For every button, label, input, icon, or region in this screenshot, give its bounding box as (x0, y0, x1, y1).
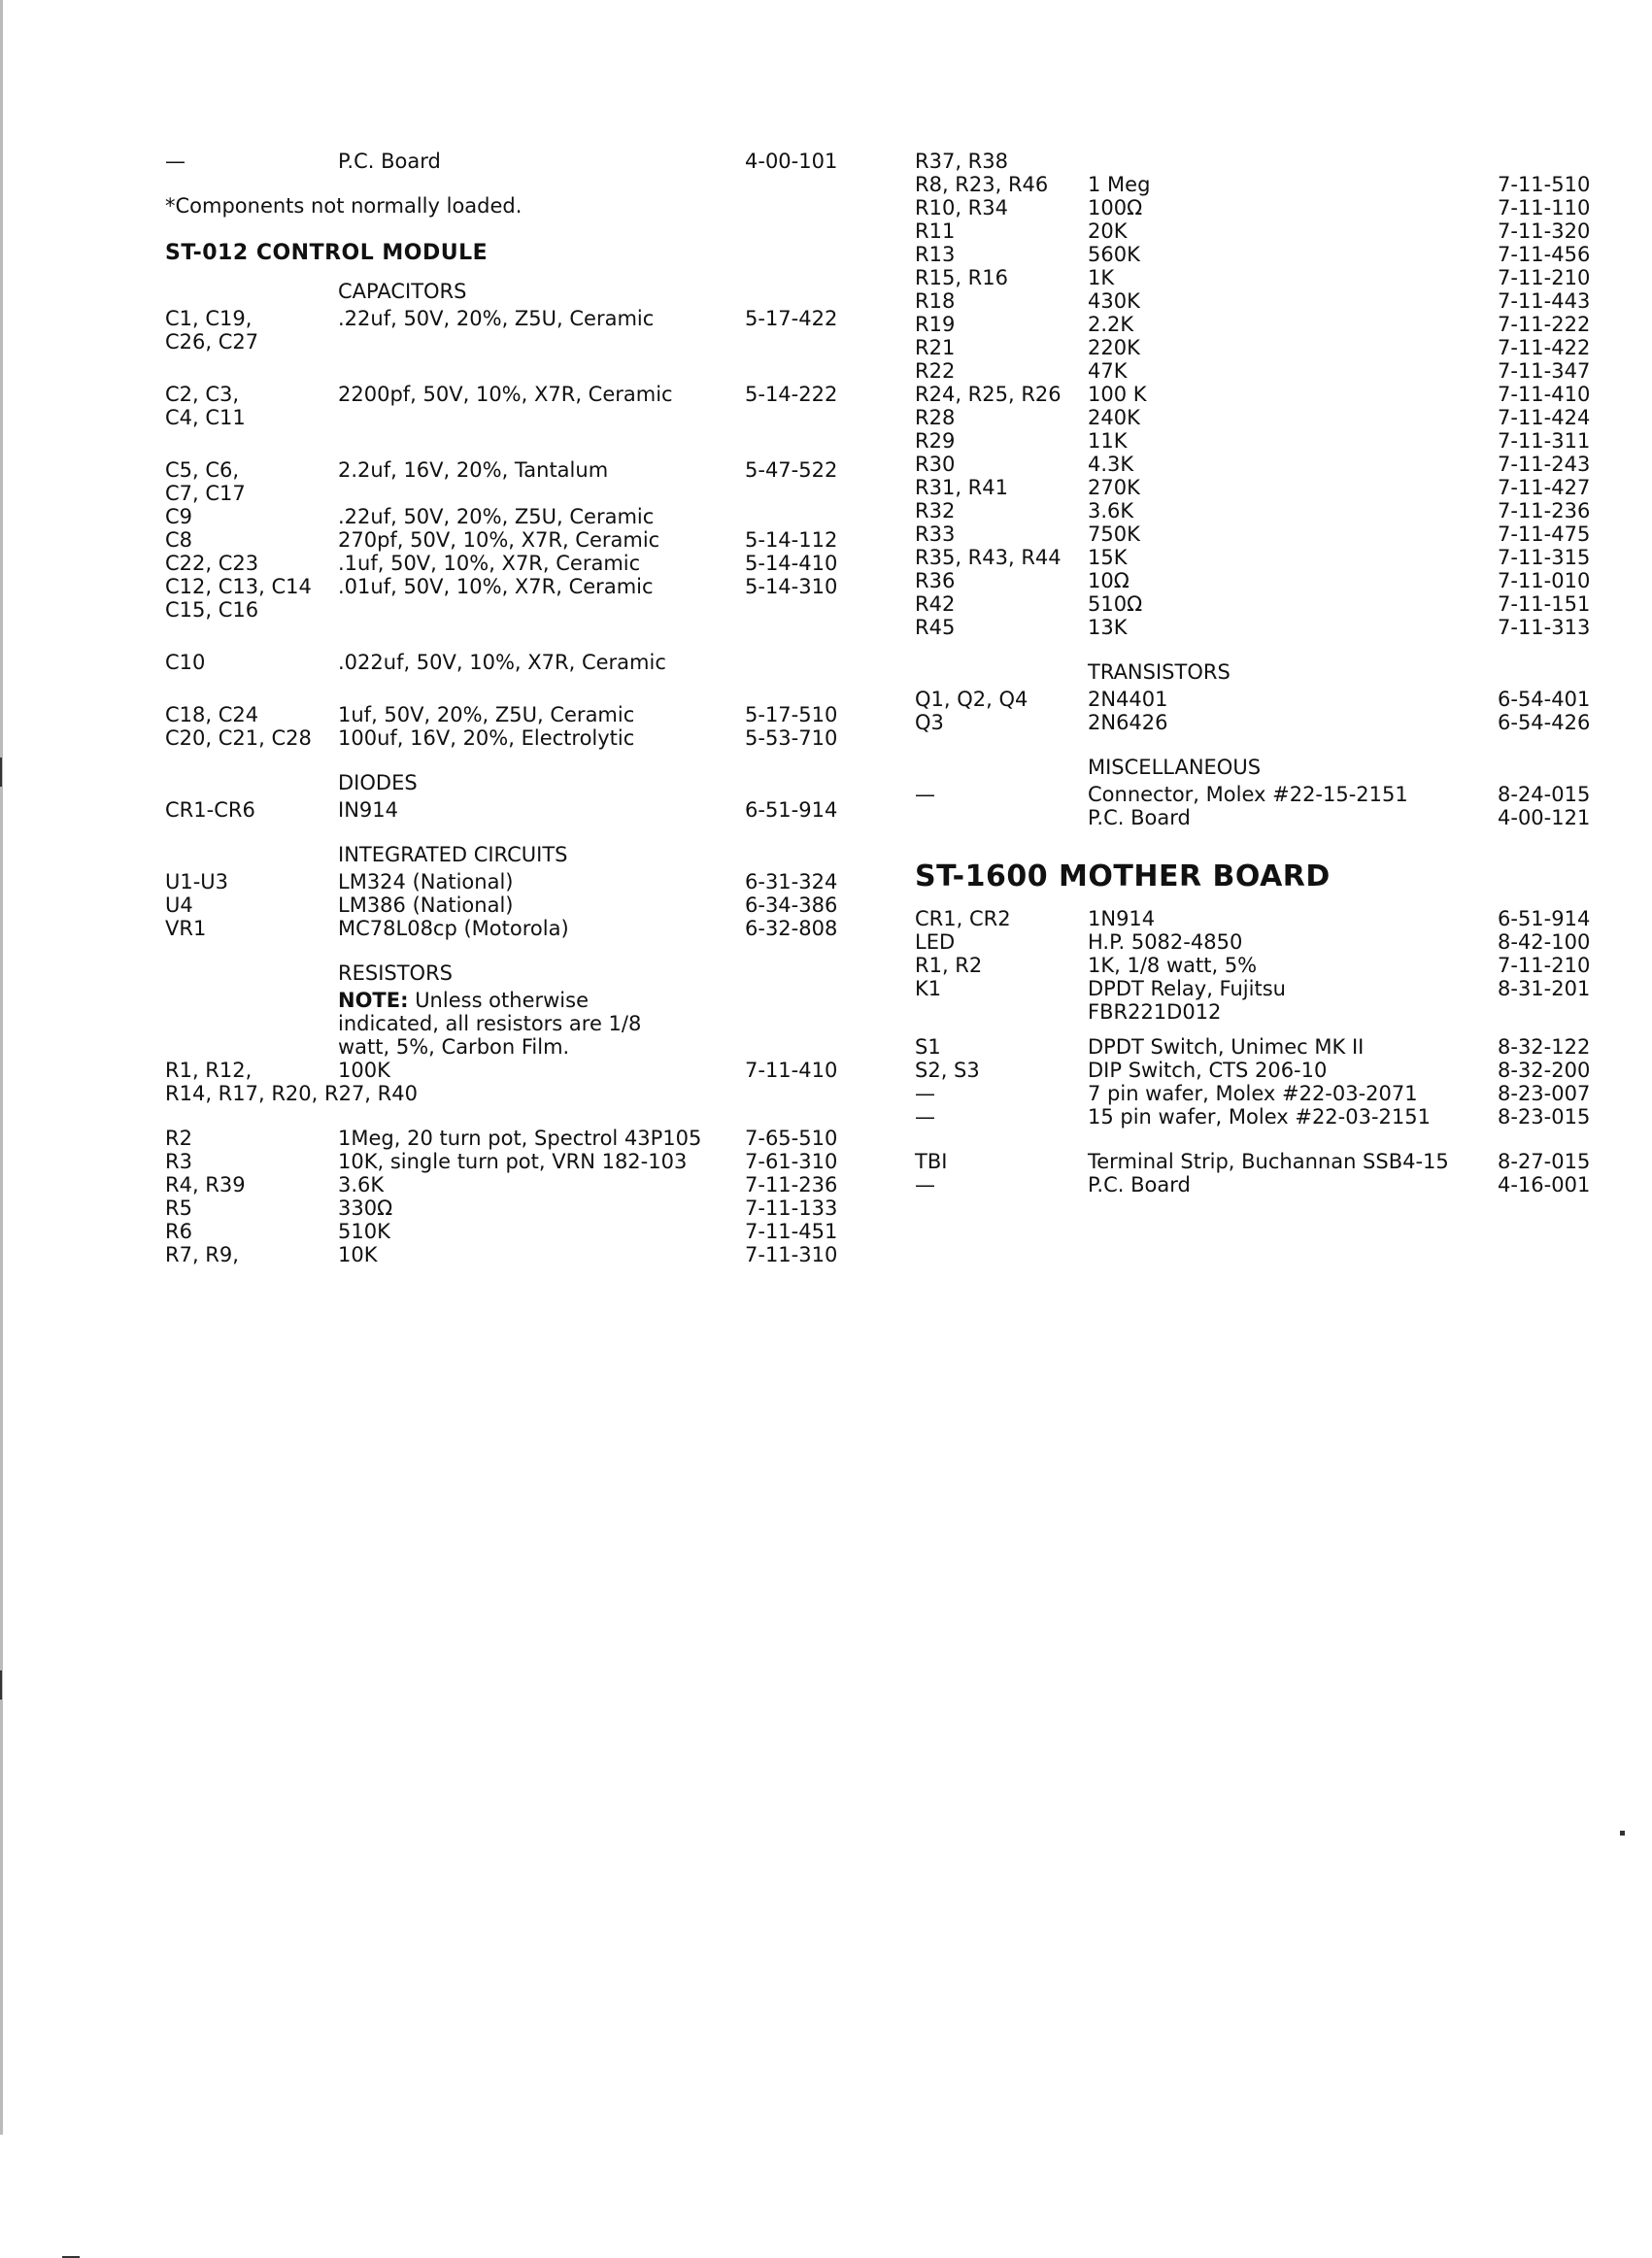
part-number: 7-11-151 (1498, 592, 1591, 616)
desc: 430K (1088, 289, 1140, 313)
desc: 330Ω (338, 1196, 393, 1220)
ref: C22, C23 (165, 552, 259, 575)
ref: C2, C3, (165, 383, 240, 406)
capacitors-heading: CAPACITORS (338, 280, 467, 303)
desc: LM324 (National) (338, 870, 514, 893)
desc: 2.2K (1088, 313, 1134, 336)
scan-mark (1620, 1831, 1625, 1836)
desc: 11K (1088, 429, 1128, 453)
part-number: 7-61-310 (745, 1150, 838, 1173)
desc: 270pf, 50V, 10%, X7R, Ceramic (338, 528, 660, 552)
misc-heading: MISCELLANEOUS (1088, 756, 1262, 779)
part-number: 7-11-422 (1498, 336, 1591, 359)
ref: R4, R39 (165, 1173, 246, 1196)
desc: 1uf, 50V, 20%, Z5U, Ceramic (338, 703, 635, 726)
part-number: 4-00-121 (1498, 806, 1591, 829)
part-number: 6-32-808 (745, 917, 838, 940)
table-row (915, 592, 1595, 616)
table-row (915, 243, 1595, 266)
table-row (915, 266, 1595, 289)
desc: DPDT Switch, Unimec MK II (1088, 1035, 1365, 1059)
table-row (165, 1243, 845, 1266)
ref: — (915, 1082, 935, 1105)
desc: .22uf, 50V, 20%, Z5U, Ceramic (338, 505, 655, 528)
ref: C12, C13, C14 (165, 575, 312, 598)
desc: 1K (1088, 266, 1115, 289)
desc: DIP Switch, CTS 206-10 (1088, 1059, 1328, 1082)
ref: R37, R38 (915, 150, 1008, 173)
desc: 1K, 1/8 watt, 5% (1088, 954, 1258, 977)
table-row (915, 522, 1595, 546)
ref: C9 (165, 505, 193, 528)
ref: C20, C21, C28 (165, 726, 312, 750)
table-row (915, 499, 1595, 522)
part-number: 7-11-236 (1498, 499, 1591, 522)
part-number: 5-47-522 (745, 458, 838, 482)
table-row (915, 806, 1595, 829)
ref: R3 (165, 1150, 192, 1173)
ref: — (165, 150, 185, 173)
part-number: 7-11-510 (1498, 173, 1591, 196)
ref: R7, R9, (165, 1243, 239, 1266)
part-number: 7-11-410 (1498, 383, 1591, 406)
ref: R24, R25, R26 (915, 383, 1062, 406)
part-number: 4-16-001 (1498, 1173, 1591, 1196)
part-number: 6-51-914 (745, 798, 838, 822)
footnote: *Components not normally loaded. (165, 194, 523, 218)
desc: 20K (1088, 219, 1128, 243)
ref: R36 (915, 569, 956, 592)
table-row (165, 1082, 845, 1105)
desc: 3.6K (1088, 499, 1134, 522)
ref: C26, C27 (165, 330, 259, 354)
table-row (165, 505, 845, 528)
desc: 1Meg, 20 turn pot, Spectrol 43P105 (338, 1127, 702, 1150)
table-row (165, 575, 845, 598)
table-row (165, 1150, 845, 1173)
part-number: 6-34-386 (745, 893, 838, 917)
part-number: 8-24-015 (1498, 783, 1591, 806)
desc: 2200pf, 50V, 10%, X7R, Ceramic (338, 383, 673, 406)
part-number: 8-32-200 (1498, 1059, 1591, 1082)
ref: R42 (915, 592, 956, 616)
scan-mark (0, 758, 2, 787)
part-number: 8-23-007 (1498, 1082, 1591, 1105)
resistor-note (165, 989, 688, 1059)
diodes-heading: DIODES (338, 771, 418, 794)
part-number: 5-14-410 (745, 552, 838, 575)
part-number: 7-11-320 (1498, 219, 1591, 243)
part-number: 7-11-424 (1498, 406, 1591, 429)
table-row (915, 453, 1595, 476)
table-row (165, 1059, 845, 1082)
part-number: 7-11-313 (1498, 616, 1591, 639)
part-number: 8-42-100 (1498, 930, 1591, 954)
part-number: 7-11-210 (1498, 266, 1591, 289)
ref: R14, R17, R20, R27, R40 (165, 1082, 418, 1105)
table-row (915, 1173, 1595, 1196)
part-number: 6-54-426 (1498, 711, 1591, 734)
table-row (915, 954, 1595, 977)
desc: P.C. Board (1088, 806, 1191, 829)
part-number: 7-11-010 (1498, 569, 1591, 592)
desc: 1N914 (1088, 907, 1156, 930)
table-row (915, 359, 1595, 383)
part-number: 7-11-222 (1498, 313, 1591, 336)
table-row (165, 458, 845, 482)
table-row (915, 1000, 1595, 1024)
table-row (915, 406, 1595, 429)
part-number: 7-11-451 (745, 1220, 838, 1243)
table-row (915, 616, 1595, 639)
desc: 2.2uf, 16V, 20%, Tantalum (338, 458, 609, 482)
part-number: 8-23-015 (1498, 1105, 1591, 1129)
part-number: 7-11-315 (1498, 546, 1591, 569)
desc: DPDT Relay, Fujitsu (1088, 977, 1286, 1000)
ref: C8 (165, 528, 193, 552)
part-number: 6-31-324 (745, 870, 838, 893)
table-row (165, 703, 845, 726)
part-number: 5-14-112 (745, 528, 838, 552)
table-row (915, 1105, 1595, 1129)
table-row (165, 1173, 845, 1196)
pcb-row (165, 150, 845, 173)
ref: Q1, Q2, Q4 (915, 688, 1028, 711)
ref: C5, C6, (165, 458, 240, 482)
scan-mark (0, 1670, 2, 1700)
desc: .22uf, 50V, 20%, Z5U, Ceramic (338, 307, 655, 330)
table-row (915, 429, 1595, 453)
part-number: 7-11-311 (1498, 429, 1591, 453)
part-number: 7-11-243 (1498, 453, 1591, 476)
part-number: 7-11-110 (1498, 196, 1591, 219)
desc: LM386 (National) (338, 893, 514, 917)
ref: R13 (915, 243, 956, 266)
desc: 100 K (1088, 383, 1147, 406)
desc: Connector, Molex #22-15-2151 (1088, 783, 1408, 806)
mother-board-title: ST-1600 MOTHER BOARD (915, 859, 1331, 893)
part-number: 5-14-222 (745, 383, 838, 406)
desc: 100K (338, 1059, 390, 1082)
ref: R35, R43, R44 (915, 546, 1062, 569)
desc: 100uf, 16V, 20%, Electrolytic (338, 726, 635, 750)
desc: 15K (1088, 546, 1128, 569)
ref: R11 (915, 219, 956, 243)
table-row (915, 476, 1595, 499)
ref: LED (915, 930, 956, 954)
table-row (165, 1220, 845, 1243)
ref: R30 (915, 453, 956, 476)
ref: R31, R41 (915, 476, 1008, 499)
ref: CR1-CR6 (165, 798, 255, 822)
part-number: 8-27-015 (1498, 1150, 1591, 1173)
table-row (915, 977, 1595, 1000)
ref: R8, R23, R46 (915, 173, 1049, 196)
desc: FBR221D012 (1088, 1000, 1222, 1024)
left-column (165, 150, 845, 1266)
ref: — (915, 1173, 935, 1196)
desc: 2N6426 (1088, 711, 1168, 734)
part-number: 5-53-710 (745, 726, 838, 750)
desc: 510Ω (1088, 592, 1143, 616)
part-number: 7-11-427 (1498, 476, 1591, 499)
desc: 10K, single turn pot, VRN 182-103 (338, 1150, 688, 1173)
table-row (915, 569, 1595, 592)
ref: K1 (915, 977, 942, 1000)
desc: MC78L08cp (Motorola) (338, 917, 569, 940)
ref: R22 (915, 359, 956, 383)
ref: R15, R16 (915, 266, 1008, 289)
table-row (915, 150, 1595, 173)
capacitors-list (165, 307, 845, 750)
ref: U1-U3 (165, 870, 229, 893)
ref: R1, R12, (165, 1059, 253, 1082)
table-row (165, 798, 845, 822)
ref: C10 (165, 651, 206, 674)
table-row (915, 688, 1595, 711)
desc: 13K (1088, 616, 1128, 639)
ref: R18 (915, 289, 956, 313)
part-number: 5-14-310 (745, 575, 838, 598)
desc: 10Ω (1088, 569, 1129, 592)
desc: 560K (1088, 243, 1140, 266)
desc: 510K (338, 1220, 390, 1243)
table-row (915, 711, 1595, 734)
table-row (165, 528, 845, 552)
ref: R2 (165, 1127, 192, 1150)
part-number: 6-54-401 (1498, 688, 1591, 711)
table-row (165, 598, 845, 622)
table-row (915, 313, 1595, 336)
table-row (165, 917, 845, 940)
table-row (165, 726, 845, 750)
ref: C4, C11 (165, 406, 246, 429)
ref: R19 (915, 313, 956, 336)
scan-mark (0, 0, 3, 2135)
transistors-heading: TRANSISTORS (1088, 660, 1231, 684)
ref: R10, R34 (915, 196, 1008, 219)
table-row (915, 219, 1595, 243)
table-row (915, 546, 1595, 569)
ref: C7, C17 (165, 482, 246, 505)
ref: CR1, CR2 (915, 907, 1011, 930)
desc: P.C. Board (1088, 1173, 1191, 1196)
table-row (915, 196, 1595, 219)
desc: IN914 (338, 798, 398, 822)
desc: 3.6K (338, 1173, 385, 1196)
table-row (165, 651, 845, 674)
ref: R6 (165, 1220, 192, 1243)
table-row (165, 482, 845, 505)
ref: — (915, 1105, 935, 1129)
ref: R21 (915, 336, 956, 359)
ref: R45 (915, 616, 956, 639)
ref: VR1 (165, 917, 207, 940)
ref: C15, C16 (165, 598, 259, 622)
part-number: 7-11-443 (1498, 289, 1591, 313)
part-number: 7-11-475 (1498, 522, 1591, 546)
mother-board-list (915, 907, 1595, 1196)
part-number: 5-17-510 (745, 703, 838, 726)
ref: R33 (915, 522, 956, 546)
ref: C1, C19, (165, 307, 253, 330)
ref: Q3 (915, 711, 944, 734)
table-row (915, 1059, 1595, 1082)
part-number: 4-00-101 (745, 150, 838, 173)
ref: S1 (915, 1035, 941, 1059)
table-row (165, 1196, 845, 1220)
note-text: Unless otherwise indicated, all resistors are 1/8 watt, 5%, Carbon Film. (338, 989, 642, 1059)
desc: Terminal Strip, Buchannan SSB4-15 (1088, 1150, 1449, 1173)
ref: TBI (915, 1150, 948, 1173)
ics-heading: INTEGRATED CIRCUITS (338, 843, 568, 866)
part-number: 7-11-236 (745, 1173, 838, 1196)
table-row (165, 383, 845, 406)
note-label: NOTE: (338, 989, 409, 1012)
resistors-heading: RESISTORS (338, 961, 453, 985)
desc: .1uf, 50V, 10%, X7R, Ceramic (338, 552, 641, 575)
desc: 4.3K (1088, 453, 1134, 476)
table-row (915, 907, 1595, 930)
right-column (915, 150, 1595, 1196)
desc: 7 pin wafer, Molex #22-03-2071 (1088, 1082, 1418, 1105)
desc: H.P. 5082-4850 (1088, 930, 1243, 954)
ref: — (915, 783, 935, 806)
part-number: 6-51-914 (1498, 907, 1591, 930)
desc: P.C. Board (338, 150, 441, 173)
part-number: 7-11-210 (1498, 954, 1591, 977)
table-row (165, 1127, 845, 1150)
table-row (165, 893, 845, 917)
desc: 15 pin wafer, Molex #22-03-2151 (1088, 1105, 1431, 1129)
desc: .022uf, 50V, 10%, X7R, Ceramic (338, 651, 666, 674)
ref: R1, R2 (915, 954, 983, 977)
resistors-continued-list (915, 150, 1595, 639)
table-row (915, 383, 1595, 406)
table-row (915, 336, 1595, 359)
table-row (915, 783, 1595, 806)
part-number: 7-11-310 (745, 1243, 838, 1266)
part-number: 7-11-456 (1498, 243, 1591, 266)
table-row (165, 406, 845, 429)
part-number: 5-17-422 (745, 307, 838, 330)
table-row (915, 173, 1595, 196)
part-number: 8-31-201 (1498, 977, 1591, 1000)
desc: 100Ω (1088, 196, 1143, 219)
table-row (915, 1150, 1595, 1173)
part-number: 7-11-410 (745, 1059, 838, 1082)
table-row (915, 289, 1595, 313)
part-number: 7-11-133 (745, 1196, 838, 1220)
desc: .01uf, 50V, 10%, X7R, Ceramic (338, 575, 654, 598)
table-row (165, 307, 845, 330)
table-row (915, 1035, 1595, 1059)
ref: R5 (165, 1196, 192, 1220)
ref: S2, S3 (915, 1059, 980, 1082)
desc: 10K (338, 1243, 378, 1266)
part-number: 7-11-347 (1498, 359, 1591, 383)
table-row (915, 1082, 1595, 1105)
desc: 270K (1088, 476, 1140, 499)
table-row (165, 870, 845, 893)
desc: 750K (1088, 522, 1140, 546)
desc: 2N4401 (1088, 688, 1168, 711)
desc: 47K (1088, 359, 1128, 383)
module-title: ST-012 CONTROL MODULE (165, 241, 489, 265)
desc: 1 Meg (1088, 173, 1151, 196)
part-number: 7-65-510 (745, 1127, 838, 1150)
ref: R32 (915, 499, 956, 522)
desc: 240K (1088, 406, 1140, 429)
table-row (915, 930, 1595, 954)
table-row (165, 330, 845, 354)
ref: R28 (915, 406, 956, 429)
ref: R29 (915, 429, 956, 453)
part-number: 8-32-122 (1498, 1035, 1591, 1059)
ref: C18, C24 (165, 703, 259, 726)
ref: U4 (165, 893, 193, 917)
table-row (165, 552, 845, 575)
desc: 220K (1088, 336, 1140, 359)
